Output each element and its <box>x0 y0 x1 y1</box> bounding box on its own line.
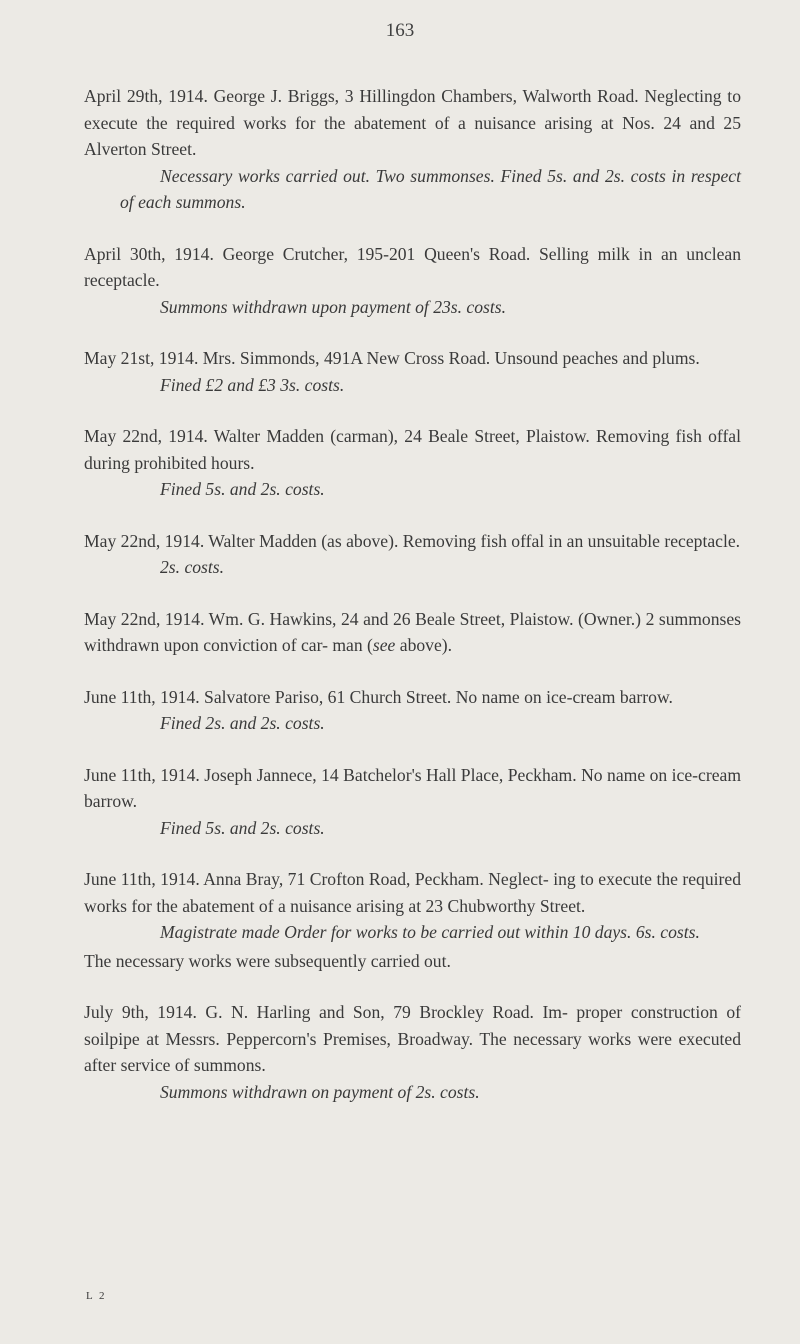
entry-text: April 29th, 1914. George J. Briggs, 3 Hillingdon Chambers, Walworth Road. Neglecting to execute the required works for the abatement of a nuisance arising at Nos. 24 and 25 Alverton Street. <box>84 86 741 159</box>
entry-text: July 9th, 1914. G. N. Harling and Son, 79 Brockley Road. Im- proper construction of soilpipe at Messrs. Peppercorn's Premises, Broadway. The necessary works were executed after service of summons. <box>84 1002 741 1075</box>
entry-text <box>84 606 741 659</box>
entry-outcome: Fined £2 and £3 3s. costs. <box>160 374 345 395</box>
entry-outcome: Fined 2s. and 2s. costs. <box>160 713 325 733</box>
entry-outcome: Summons withdrawn upon payment of 23s. costs. <box>160 296 507 317</box>
entry-text: May 21st, 1914. Mrs. Simmonds, 491A New Cross Road. Unsound peaches and plums. <box>84 348 700 368</box>
list-item <box>84 606 741 659</box>
page-number: 163 <box>385 20 415 41</box>
entry-text-see: see <box>372 635 396 655</box>
signature-mark: L 2 <box>86 1290 107 1302</box>
list-item <box>84 423 741 503</box>
entry-outcome: Magistrate made Order for works to be carried out within 10 days. 6s. costs. <box>160 922 700 942</box>
court-entries-list <box>84 83 741 1130</box>
entry-outcome: Summons withdrawn on payment of 2s. costs. <box>160 1081 480 1102</box>
list-item <box>84 345 741 398</box>
entry-text: April 30th, 1914. George Crutcher, 195-201 Queen's Road. Selling milk in an unclean receptacle. <box>84 243 741 290</box>
list-item <box>84 999 741 1105</box>
entry-outcome: Fined 5s. and 2s. costs. <box>160 479 325 499</box>
entry-text: June 11th, 1914. Joseph Jannece, 14 Batchelor's Hall Place, Peckham. No name on ice-cream barrow. <box>84 764 741 811</box>
entry-outcome: Necessary works carried out. Two summonses. Fined 5s. and 2s. costs in respect of each summons. <box>120 165 741 212</box>
entry-text: May 22nd, 1914. Walter Madden (carman), 24 Beale Street, Plaistow. Removing fish offal during prohibited hours. <box>84 426 741 473</box>
entry-text-part: May 22nd, 1914. Wm. G. Hawkins, 24 and 26 Beale Street, Plaistow. (Owner.) 2 summonses withdrawn upon conviction of car- man ( <box>84 608 741 655</box>
list-item <box>84 684 741 737</box>
list-item <box>84 241 741 321</box>
entry-text-part: above). <box>395 635 453 655</box>
entry-text: May 22nd, 1914. Walter Madden (as above). Removing fish offal in an unsuitable receptacle. <box>84 530 741 551</box>
list-item <box>84 762 741 842</box>
entry-followup: The necessary works were subsequently carried out. <box>84 950 451 971</box>
list-item <box>84 528 741 581</box>
list-item <box>84 83 741 216</box>
entry-text: June 11th, 1914. Anna Bray, 71 Crofton Road, Peckham. Neglect- ing to execute the required works for the abatement of a nuisance arising at 23 Chubworthy Street. <box>84 869 741 916</box>
entry-outcome: Fined 5s. and 2s. costs. <box>160 817 325 838</box>
list-item <box>84 866 741 974</box>
entry-text: June 11th, 1914. Salvatore Pariso, 61 Church Street. No name on ice-cream barrow. <box>84 686 673 707</box>
entry-outcome: 2s. costs. <box>160 557 225 577</box>
